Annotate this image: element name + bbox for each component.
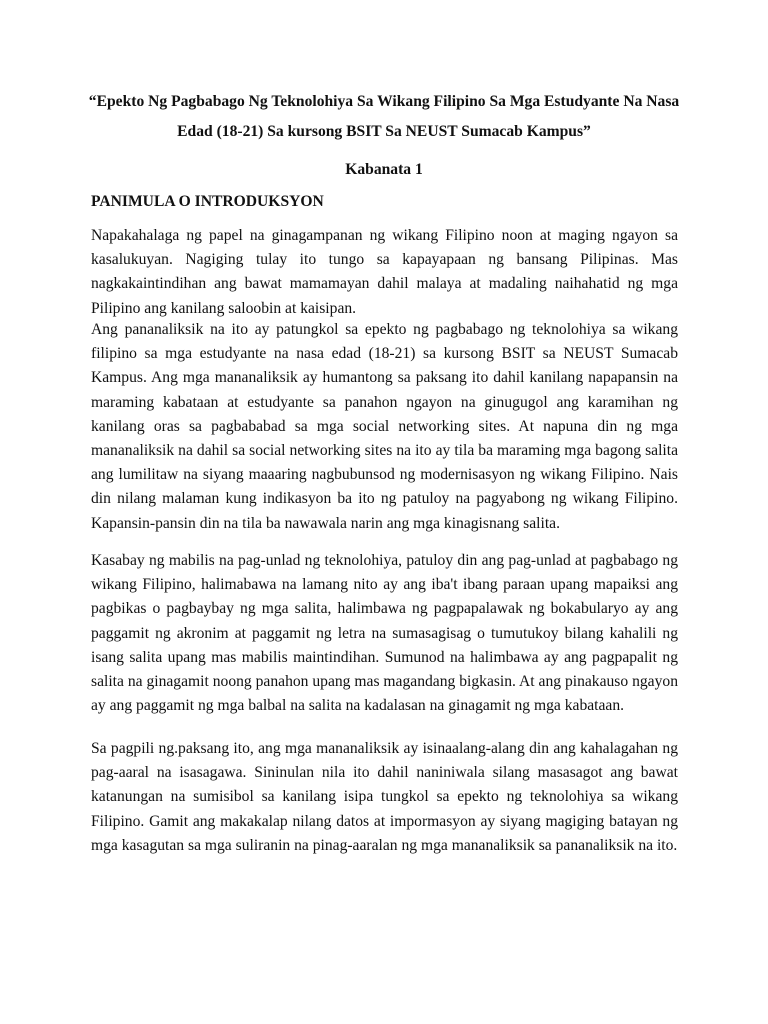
paragraph: Sa pagpili ng.paksang ito, ang mga mananaliksik ay isinaalang-alang din ang kahalagahan ng pag-aaral na isasagawa. Sininulan nila ito dahil naniniwala silang masasagot ang bawat katanungan na sumisibol sa kanilang isipa tungkol sa epekto ng teknolohiya sa wikang Filipino. Gamit ang makakalap nilang datos at impormasyon ay siyang magiging batayan ng mga kasagutan sa mga suliranin na pinag-aaralan ng mga mananaliksik sa pananaliksik na ito.: [91, 740, 678, 854]
paragraph: Ang pananaliksik na ito ay patungkol sa epekto ng pagbabago ng teknolohiya sa wikang filipino sa mga estudyante na nasa edad (18-21) sa kursong BSIT sa NEUST Sumacab Kampus. Ang mga mananaliksik ay humantong sa paksang ito dahil kanilang napapansin na maraming kabataan at estudyante sa panahon ngayon na ginugugol ang karamihan ng kanilang oras sa pagbababad sa mga social networking sites. At napuna din ng mga mananaliksik na dahil sa social networking sites na ito ay tila ba maraming mga bagong salita ang lumilitaw na siyang maaaring nagbubunsod ng modernisasyon ng wikang Filipino. Nais din nilang malaman kung indikasyon ba ito ng patuloy na pagyabong ng wikang Filipino. Kapansin-pansin din na tila ba nawawala narin ang mga kinagisnang salita.: [91, 321, 678, 532]
paragraph: Napakahalaga ng papel na ginagampanan ng wikang Filipino noon at maging ngayon sa kasalukuyan. Nagiging tulay ito tungo sa kapayapaan ng bansang Pilipinas. Mas nagkakaintindihan ang bawat mamamayan dahil malaya at madaling naihahatid ng mga Pilipino ang kanilang saloobin at kaisipan.: [91, 227, 678, 317]
document-title: “Epekto Ng Pagbabago Ng Teknolohiya Sa Wikang Filipino Sa Mga Estudyante Na Nasa Edad (18-21) Sa kursong BSIT Sa NEUST Sumacab Kampus”: [88, 93, 680, 140]
paragraph: Kasabay ng mabilis na pag-unlad ng teknolohiya, patuloy din ang pag-unlad at pagbabago ng wikang Filipino, halimabawa na lamang nito ay ang iba't ibang paraan upang mapaiksi ang pagbikas o pagbaybay ng mga salita, halimbawa ng pagpapalawak ng bokabularyo ay ang paggamit ng akronim at paggamit ng letra na sumasagisag o tumutukoy bilang kahalili ng isang salita upang mas mabilis maintindihan. Sumunod na halimbawa ay ang pagpapalit ng salita na ginagamit noong panahon upang mas magandang bigkasin. At ang pinakauso ngayon ay ang paggamit ng mga balbal na salita na kadalasan na ginagamit ng mga kabataan.: [91, 552, 678, 715]
section-heading: PANIMULA O INTRODUKSYON: [91, 193, 324, 210]
chapter-heading: Kabanata 1: [345, 161, 423, 178]
